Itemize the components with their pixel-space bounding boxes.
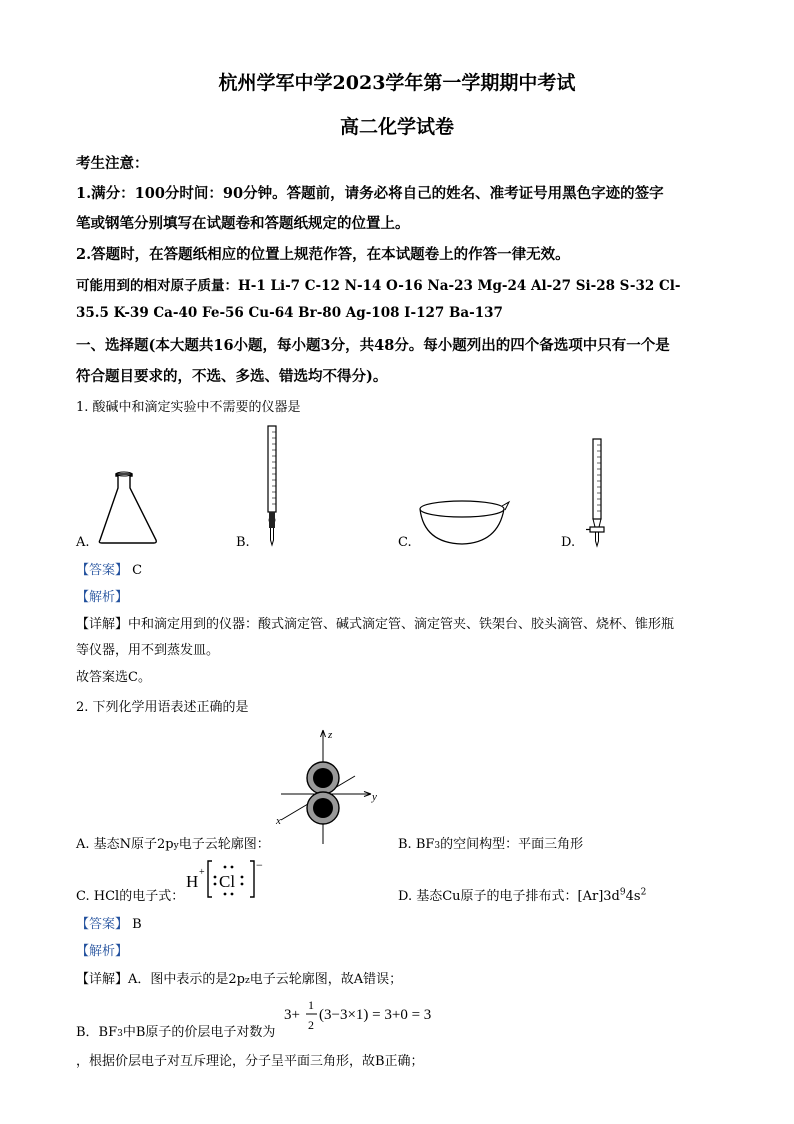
detail-a-text: A．图中表示的是2p <box>128 972 245 987</box>
answer-value: C <box>132 563 143 578</box>
q1-option-a: A. <box>76 535 90 550</box>
q2-detail-b-cont: ，根据价层电子对互斥理论，分子呈平面三角形，故B正确； <box>76 1054 424 1069</box>
q2-option-a <box>76 833 270 852</box>
notice-heading: 考生注意： <box>76 155 149 172</box>
erlenmeyer-flask-icon <box>96 468 162 546</box>
lewis-h-charge: + <box>199 867 205 878</box>
detail-b-tail: 中B原子的价层电子对数为 <box>122 1025 276 1040</box>
p-orbital-diagram <box>275 724 395 848</box>
q1-option-b: B. <box>236 535 250 550</box>
vsepr-formula <box>284 995 454 1039</box>
detail-b-text: B．BF <box>76 1025 118 1040</box>
q1-option-d: D. <box>561 535 576 550</box>
answer-value: B <box>132 917 142 932</box>
axis-label-z: z <box>328 729 333 741</box>
option-a-sub: y <box>173 841 179 851</box>
lewis-cl-charge: − <box>256 858 263 872</box>
formula-den: 2 <box>308 1018 314 1032</box>
answer-tag: 【答案】 <box>76 563 129 578</box>
section-heading-cont: 符合题目要求的，不选、多选、错选均不得分)。 <box>76 368 388 385</box>
q2-option-d <box>398 885 646 904</box>
formula-num: 1 <box>308 998 314 1012</box>
acid-burette-icon <box>586 437 608 549</box>
answer-tag: 【答案】 <box>76 917 129 932</box>
axis-label-x: x <box>276 815 281 827</box>
q2-detail-b <box>76 1021 275 1040</box>
section-heading: 一、选择题(本大题共16小题，每小题3分，共48分。每小题列出的四个备选项中只有一个是 <box>76 337 670 354</box>
basic-burette-icon <box>264 424 280 548</box>
lewis-cl: Cl <box>219 872 236 891</box>
q1-analysis-tag: 【解析】 <box>76 590 129 605</box>
page-subtitle: 高二化学试卷 <box>339 116 454 138</box>
question-1-stem: 1. 酸碱中和滴定实验中不需要的仪器是 <box>76 400 301 415</box>
hcl-lewis-structure <box>184 857 264 901</box>
page-title: 杭州学军中学2023学年第一学期期中考试 <box>218 72 576 94</box>
q1-detail-line-2: 等仪器，用不到蒸发皿。 <box>76 643 220 658</box>
question-2-stem: 2. 下列化学用语表述正确的是 <box>76 700 249 715</box>
q1-detail-line-1 <box>76 613 674 632</box>
q2-option-c: C. HCl的电子式： <box>76 889 185 904</box>
detail-b-sub: 3 <box>117 1029 123 1039</box>
option-d-sup-2: 2 <box>640 887 647 898</box>
atomic-mass-line-1: 可能用到的相对原子质量：H-1 Li-7 C-12 N-14 O-16 Na-23 Mg-24 Al-27 Si-28 S-32 Cl- <box>76 278 681 294</box>
lewis-h: H <box>186 872 199 891</box>
option-d-text: D. 基态Cu原子的电子排布式：[Ar]3d <box>398 889 620 904</box>
q2-option-b <box>398 833 583 852</box>
option-b-sub: 3 <box>434 841 441 851</box>
option-b-tail: 的空间构型：平面三角形 <box>440 837 584 852</box>
detail-a-tail: 电子云轮廓图，故A错误； <box>249 972 403 987</box>
q1-conclusion: 故答案选C。 <box>76 670 151 685</box>
detail-tag: 【详解】 <box>76 617 129 632</box>
evaporating-dish-icon <box>418 497 510 549</box>
notice-item-1-cont: 笔或钢笔分别填写在试题卷和答题纸规定的位置上。 <box>76 215 410 232</box>
q2-detail-a <box>76 968 402 987</box>
q1-option-c: C. <box>398 535 412 550</box>
q1-answer <box>76 559 142 578</box>
detail-a-sub: z <box>245 976 250 986</box>
atomic-mass-line-2: 35.5 K-39 Ca-40 Fe-56 Cu-64 Br-80 Ag-108 I-127 Ba-137 <box>76 305 503 321</box>
q2-analysis-tag: 【解析】 <box>76 944 129 959</box>
notice-item-2: 2.答题时，在答题纸相应的位置上规范作答，在本试题卷上的作答一律无效。 <box>76 246 570 263</box>
option-b-text: B. BF <box>398 837 435 852</box>
option-a-text: A. 基态N原子2p <box>76 837 174 852</box>
detail-text: 中和滴定用到的仪器：酸式滴定管、碱式滴定管、滴定管夹、铁架台、胶头滴管、烧杯、锥形瓶 <box>128 617 675 632</box>
formula-left: 3+ <box>284 1007 300 1023</box>
option-d-sup-1: 9 <box>619 887 626 898</box>
option-d-mid: 4s <box>625 889 641 904</box>
detail-tag: 【详解】 <box>76 972 129 987</box>
axis-label-y: y <box>372 791 377 803</box>
notice-item-1: 1.满分：100分时间：90分钟。答题前，请务必将自己的姓名、准考证号用黑色字迹的签字 <box>76 185 664 202</box>
option-a-tail: 电子云轮廓图： <box>178 837 270 852</box>
formula-right: (3−3×1) = 3+0 = 3 <box>319 1007 432 1023</box>
q2-answer <box>76 913 142 932</box>
